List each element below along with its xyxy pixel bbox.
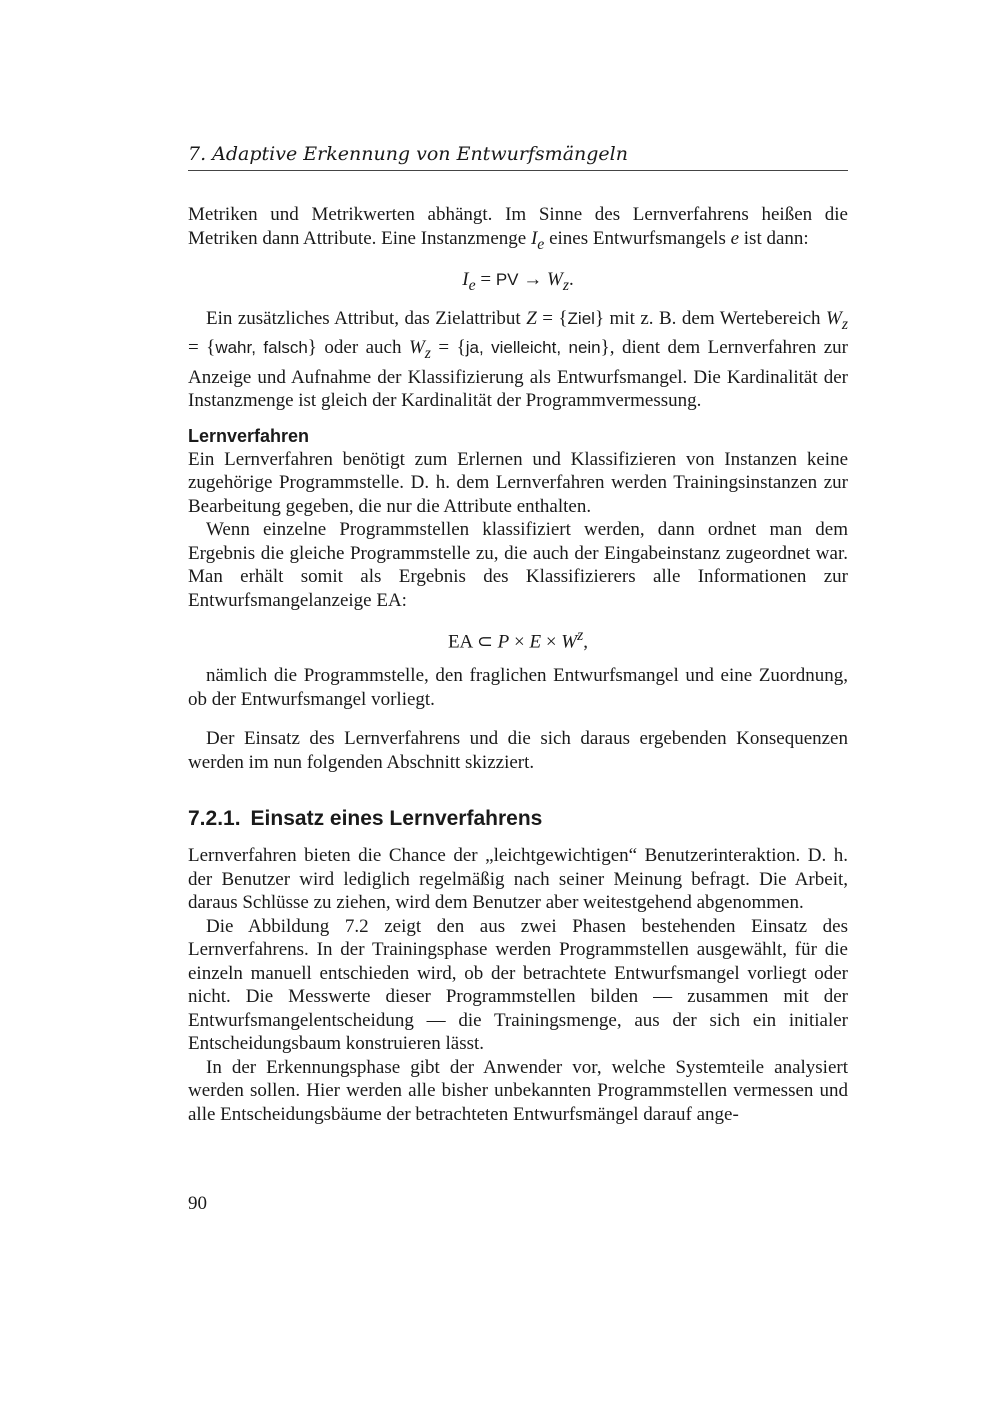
math-text: Ziel: [567, 309, 595, 329]
equation-ea: [188, 624, 848, 654]
math-op: {: [558, 308, 568, 330]
section-number: 7.2.1.: [188, 807, 241, 831]
page-body: [188, 203, 848, 1126]
paragraph: Ein Lernverfahren benötigt zum Erlernen und Klassifizieren von Instanzen keine zugehörige Programmstelle. D. h. dem Lernverfahren werden Trainingsinstanzen zur Bearbeitung gegeben, die nur die Attribute enthalten.: [188, 448, 848, 517]
text: ist dann:: [743, 227, 809, 249]
math-var: Z: [526, 308, 537, 330]
math-var: I: [462, 268, 469, 290]
math-punct: ,: [583, 631, 589, 653]
math-punct: .: [569, 268, 574, 290]
paragraph: Lernverfahren bieten die Chance der „leichtgewichtigen“ Benutzerinteraktion. D. h. der Benutzer wird lediglich regelmäßig nach seiner Meinung befragt. Die Arbeit, daraus Schlüsse zu ziehen, wird dem Benutzer aber weitestgehend abgenommen.: [188, 845, 848, 914]
runin-heading: Lernverfahren: [188, 425, 310, 446]
running-header: 7. Adaptive Erkennung von Entwurfsmängeln: [188, 142, 848, 171]
page-number: 90: [188, 1193, 207, 1214]
math-text: PV: [495, 269, 519, 289]
section-title: Einsatz eines Lernverfahrens: [250, 807, 543, 831]
text: }, dient dem Lernverfahren zur Anzeige und Aufnahme der Klassifizierung als Entwurfsmangel. Die Kardinalität der Instanzmenge ist gleich der Kardinalität der Programmvermessung.: [188, 337, 848, 412]
math-text: EA: [447, 631, 473, 653]
paragraph: [188, 307, 848, 413]
math-var: W: [561, 631, 578, 653]
math-sup: z: [577, 627, 584, 645]
math-sub: z: [841, 315, 848, 333]
math-op: ×: [545, 631, 557, 653]
paragraph: Die Abbildung 7.2 zeigt den aus zwei Phasen bestehenden Einsatz des Lernverfahrens. In der Trainingsphase werden Programmstellen ausgewählt, für die einzeln manuell entschieden wird, ob der betrachtete Entwurfsmangel vorliegt oder nicht. Die Messwerte dieser Programmstellen bilden — zusammen mit der Entwurfsmangelentscheidung — die Trainingsmenge, aus der sich ein initialer Entscheidungsbaum konstruieren lässt.: [188, 915, 848, 1055]
math-sub: z: [424, 345, 431, 363]
math-op: →: [523, 268, 543, 290]
math-var: E: [529, 631, 542, 653]
math-var: P: [497, 631, 510, 653]
math-op: ×: [514, 631, 525, 653]
math-text: ja, vielleicht, nein: [465, 338, 601, 358]
text: Metriken und Metrikwerten abhängt. Im Sinne des Lernverfahrens heißen die Metriken dann Attribute. Eine Instanzmenge: [188, 204, 848, 249]
equation-instance-set: [188, 268, 848, 297]
math-op: = {: [438, 337, 466, 359]
math-op: =: [542, 308, 553, 330]
math-var: W: [826, 308, 842, 330]
math-sub: e: [468, 276, 476, 294]
math-var: e: [730, 227, 740, 249]
math-sub: e: [537, 235, 545, 253]
text: eines Entwurfsmangels: [549, 227, 726, 249]
math-op: }: [594, 308, 605, 330]
math-var: W: [547, 268, 563, 290]
text: mit z. B. dem Wertebereich: [609, 308, 821, 330]
paragraph: In der Erkennungsphase gibt der Anwender vor, welche Systemteile analysiert werden sollen. Hier werden alle bisher unbekannten Programmstellen vermessen und alle Entscheidungsbäume der betrachteten Entwurfsmängel darauf ange-: [188, 1056, 848, 1125]
paragraph: Wenn einzelne Programmstellen klassifiziert werden, dann ordnet man dem Ergebnis die gleiche Programmstelle zu, die auch der Eingabeinstanz zugeordnet war. Man erhält somit als Ergebnis des Klassifizierers alle Informationen zur Entwurfsmangelanzeige EA:: [188, 519, 848, 611]
paragraph: [188, 203, 848, 256]
math-var: I: [530, 227, 538, 249]
math-op: ⊂: [476, 631, 493, 653]
paragraph-gap: [188, 711, 848, 727]
text: Ein zusätzliches Attribut, das Zielattribut: [206, 308, 521, 330]
math-text: wahr, falsch: [215, 338, 308, 358]
section-heading: [188, 806, 848, 832]
paragraph: nämlich die Programmstelle, den fraglichen Entwurfsmangel und eine Zuordnung, ob der Entwurfsmangel vorliegt.: [188, 665, 848, 710]
math-op: =: [480, 268, 492, 290]
math-op: = {: [188, 337, 216, 359]
paragraph: Der Einsatz des Lernverfahrens und die sich daraus ergebenden Konsequenzen werden im nun folgenden Abschnitt skizziert.: [188, 728, 848, 773]
math-var: W: [408, 337, 425, 359]
text: } oder auch: [307, 337, 402, 359]
math-sub: z: [562, 276, 569, 294]
